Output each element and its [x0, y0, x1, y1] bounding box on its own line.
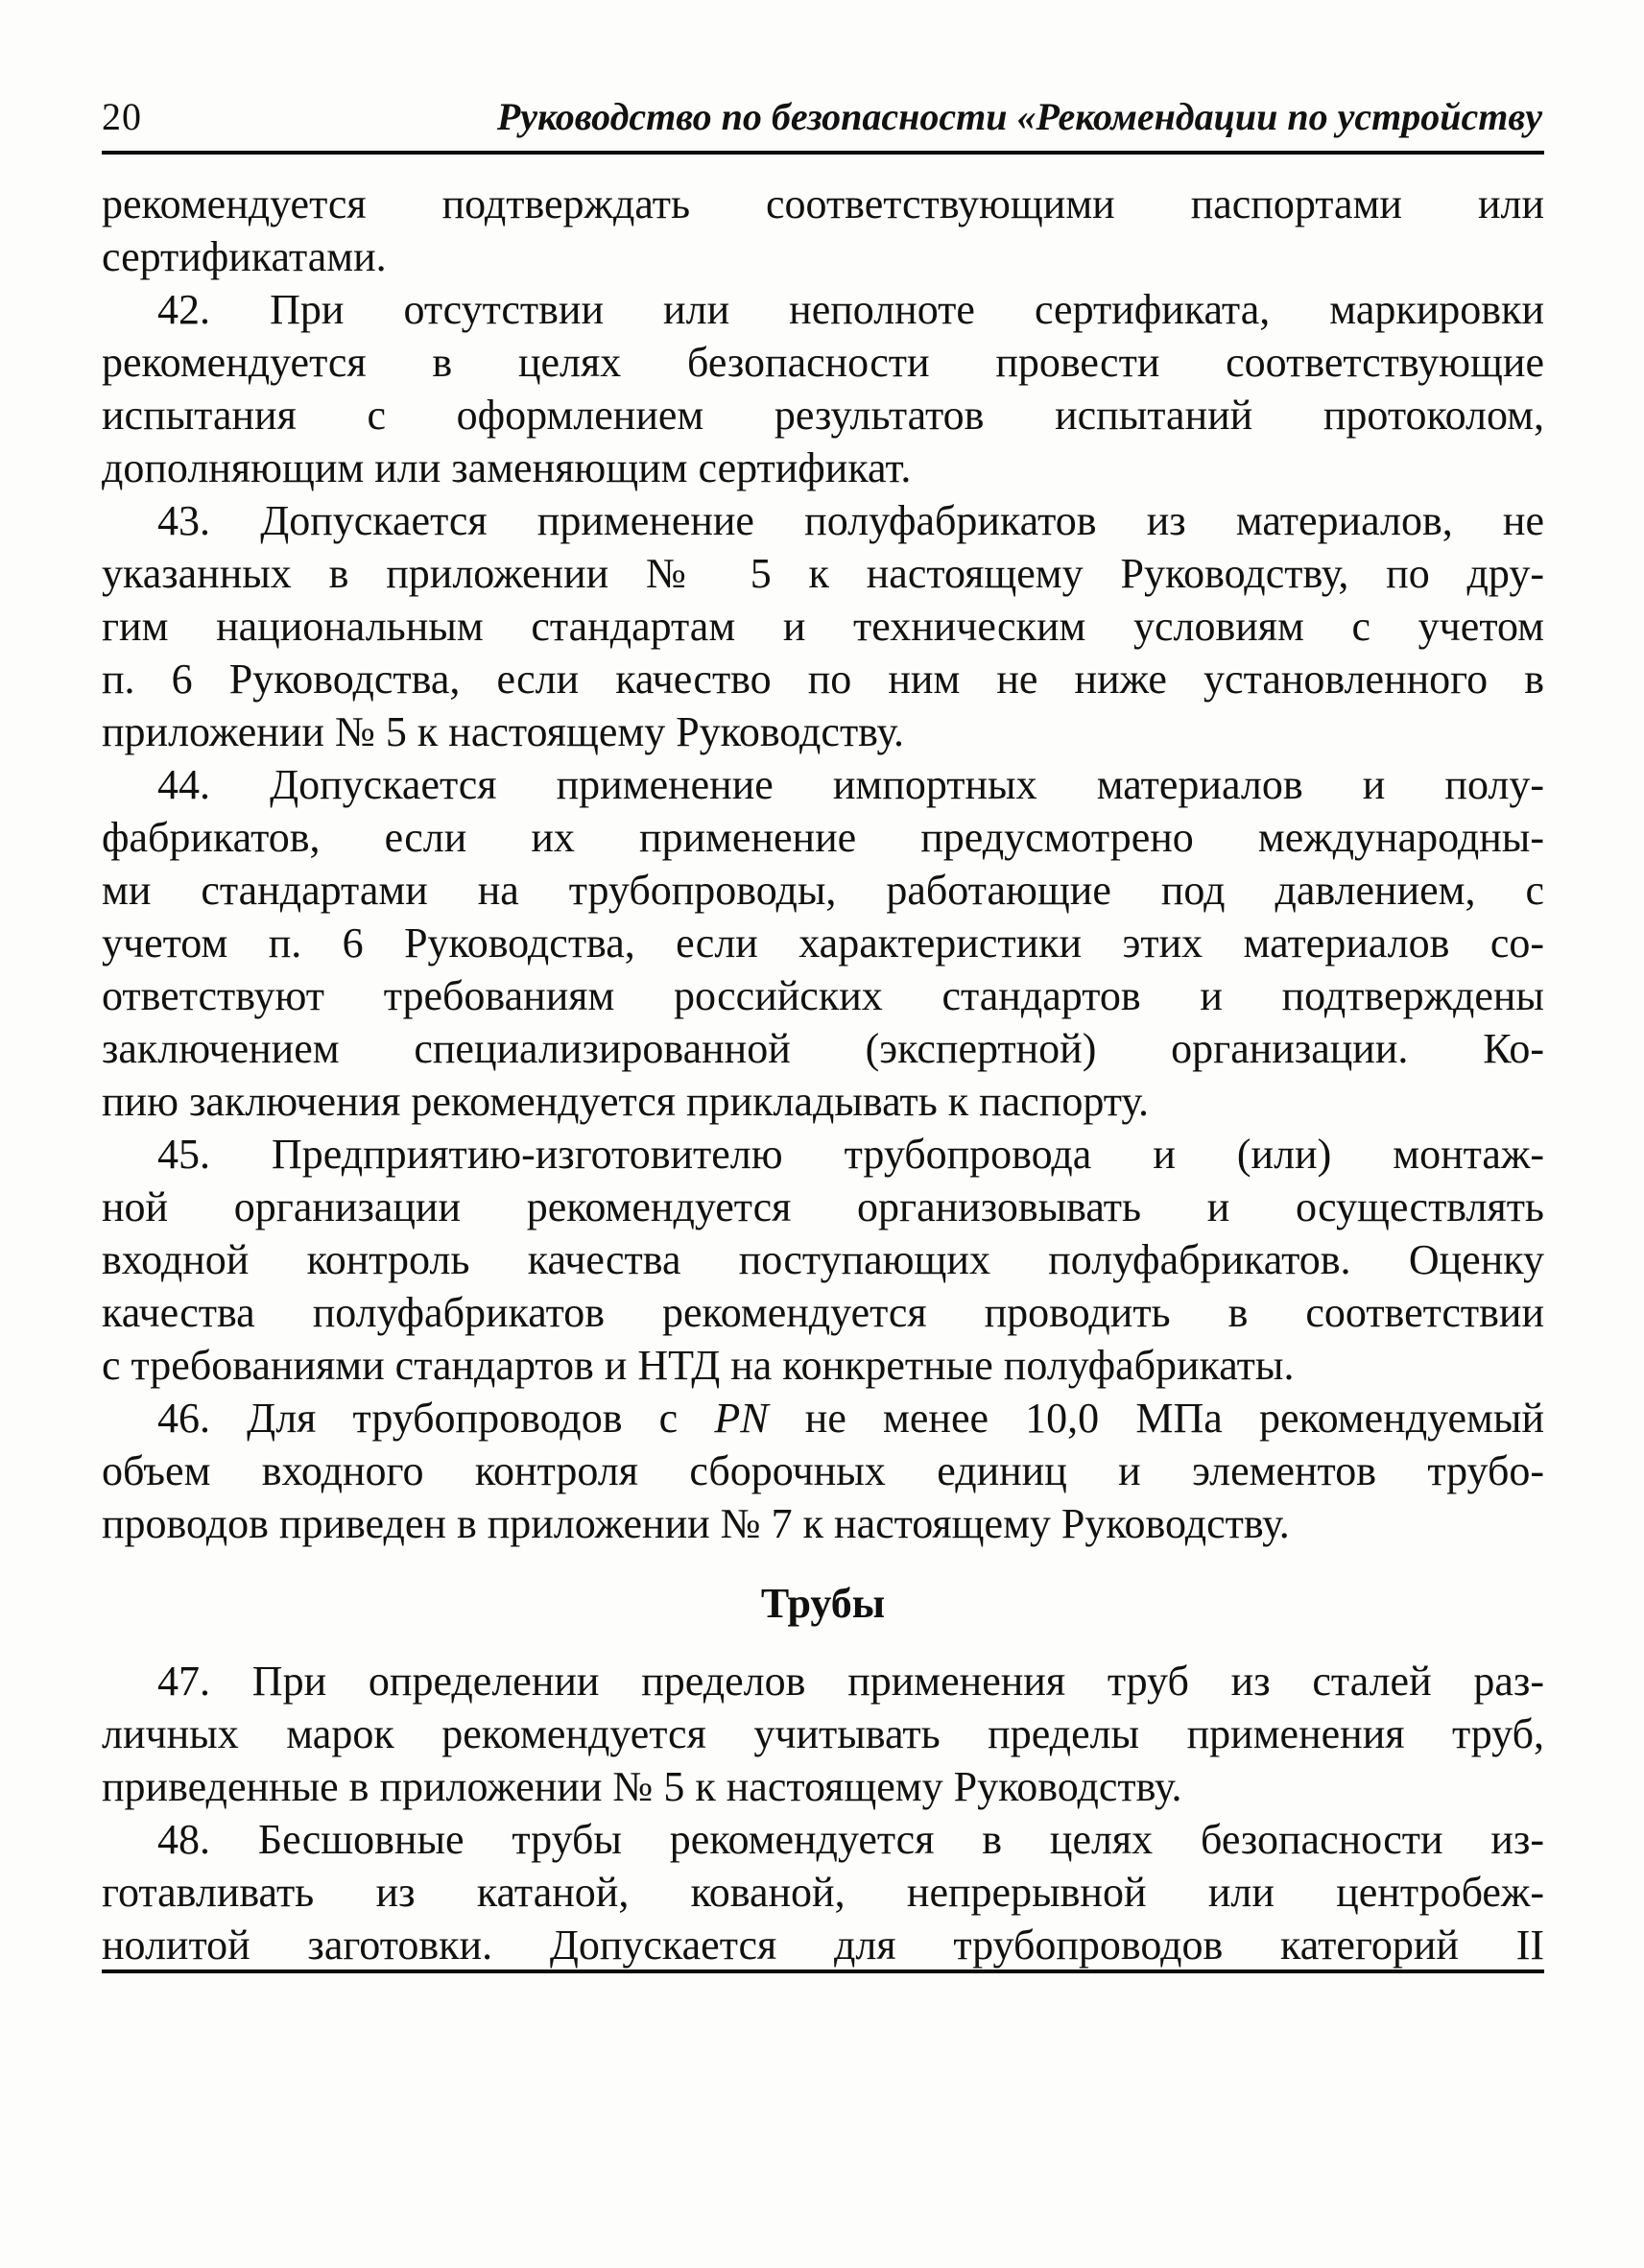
text-line	[102, 1392, 1544, 1444]
text-line: учетом п. 6 Руководства, если характеристики этих материалов со-	[102, 919, 1544, 967]
text-line: качества полуфабрикатов рекомендуется проводить в соответствии	[102, 1289, 1544, 1336]
text-line: заключением специализированной (экспертной) организации. Ко-	[102, 1025, 1544, 1072]
section-heading: Трубы	[760, 1580, 886, 1627]
text-line: приведенные в приложении № 5 к настоящему Руководству.	[102, 1763, 1182, 1810]
text-line: сертификатами.	[102, 233, 387, 280]
footer-rule	[102, 1970, 1544, 1973]
text-line: пию заключения рекомендуется прикладывать к паспорту.	[102, 1078, 1149, 1125]
text-line: рекомендуется в целях безопасности провести соответствующие	[102, 339, 1544, 386]
text-line: 42. При отсутствии или неполноте сертификата, маркировки	[157, 286, 1544, 333]
text-line: ми стандартами на трубопроводы, работающие под давлением, с	[102, 867, 1544, 914]
paragraph	[102, 494, 1544, 758]
text-line: фабрикатов, если их применение предусмотрено международны-	[102, 814, 1544, 861]
text-line: нолитой заготовки. Допускается для трубопроводов категорий II	[102, 1922, 1544, 1969]
paragraph	[102, 178, 1544, 283]
paragraph	[102, 1655, 1544, 1813]
text-line: испытания с оформлением результатов испытаний протоколом,	[102, 392, 1544, 439]
text-line: объем входного контроля сборочных единиц и элементов трубо-	[102, 1447, 1544, 1494]
paragraph	[102, 283, 1544, 494]
text-line: 48. Бесшовные трубы рекомендуется в целях безопасности из-	[157, 1816, 1544, 1863]
paragraph	[102, 1813, 1544, 1971]
text-line: приложении № 5 к настоящему Руководству.	[102, 708, 905, 755]
text-line: входной контроль качества поступающих полуфабрикатов. Оценку	[102, 1236, 1544, 1283]
page-number: 20	[102, 95, 142, 138]
text-segment: не менее 10,0 МПа рекомендуемый	[768, 1395, 1544, 1442]
text-line: указанных в приложении № 5 к настоящему Руководству, по дру-	[102, 550, 1544, 597]
text-line: п. 6 Руководства, если качество по ним не ниже установленного в	[102, 656, 1544, 703]
text-line: рекомендуется подтверждать соответствующими паспортами или	[102, 180, 1544, 227]
text-line: 47. При определении пределов применения труб из сталей раз-	[157, 1658, 1544, 1705]
text-line: 43. Допускается применение полуфабрикатов из материалов, не	[157, 497, 1544, 544]
text-line: дополняющим или заменяющим сертификат.	[102, 444, 912, 491]
text-line: ответствуют требованиям российских стандартов и подтверждены	[102, 972, 1544, 1019]
running-title: Руководство по безопасности «Рекомендации по устройству	[496, 95, 1542, 138]
page-body	[102, 155, 1544, 1971]
text-line: 44. Допускается применение импортных материалов и полу-	[157, 761, 1544, 808]
page-header	[102, 94, 1544, 151]
text-line: гим национальным стандартам и техническим условиям с учетом	[102, 603, 1544, 650]
paragraph	[102, 1128, 1544, 1392]
text-line: готавливать из катаной, кованой, непрерывной или центробеж-	[102, 1869, 1544, 1916]
text-line: 45. Предприятию-изготовителю трубопровода и (или) монтаж-	[157, 1131, 1544, 1178]
text-line: ной организации рекомендуется организовывать и осуществлять	[102, 1183, 1544, 1230]
text-line: с требованиями стандартов и НТД на конкретные полуфабрикаты.	[102, 1342, 1295, 1389]
paragraph	[102, 1392, 1544, 1550]
text-line: личных марок рекомендуется учитывать пределы применения труб,	[102, 1710, 1544, 1757]
text-segment: 46. Для трубопроводов с	[157, 1395, 715, 1442]
text-line: проводов приведен в приложении № 7 к настоящему Руководству.	[102, 1500, 1290, 1547]
italic-text-segment: PN	[714, 1395, 769, 1442]
paragraph	[102, 758, 1544, 1128]
